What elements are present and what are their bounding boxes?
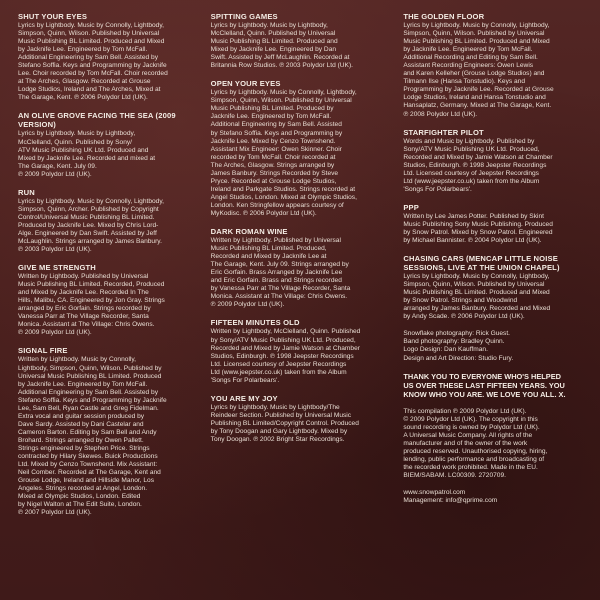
track-credit bbox=[403, 203, 586, 245]
track-title: YOU ARE MY JOY bbox=[210, 393, 278, 403]
track-credits-text: Words and Music by Lightbody. Published by Sony/ATV Music Publishing UK Ltd. Produced, Recorded and Mixed by Jamie Watson at Chamber Studios, Edinburgh. ℗ 1998 Jeepster Recordings Ltd. Licensed courtesy of Jeepster Recordings Ltd (www.jeepster.co.uk) taken from the Album 'Songs For Polarbears'. bbox=[403, 137, 553, 193]
track-credits-text: Lyrics by Lightbody. Music by Lightbody, McClelland, Quinn. Published by Sony/ ATV Music Publishing UK Ltd. Produced and Mixed by Jacknife Lee. Recorded and mixed at The Garage, Kent. July 09. ℗ 2009 Polydor Ltd (UK). bbox=[18, 130, 156, 178]
track-credits-text: Lyrics by Lightbody. Music by Lightbody/The Reindeer Section. Published by Universal Music Publishing BL Limited/Copyright Control. Produced by Tony Doogan and Gary Lightbody. Mixed by Tony Doogan. ℗ 2002 Bright Star Recordings. bbox=[210, 403, 359, 443]
track-credit bbox=[403, 128, 586, 194]
management-contact[interactable]: Management: info@qprime.com bbox=[403, 497, 498, 505]
artwork-credits bbox=[403, 330, 586, 362]
track-credit bbox=[211, 227, 392, 309]
track-title: THE GOLDEN FLOOR bbox=[403, 12, 485, 21]
website-link[interactable]: www.snowpatrol.com bbox=[403, 488, 466, 496]
copyright-notice: This compilation ℗ 2009 Polydor Ltd (UK). © 2009 Polydor Ltd (UK). The copyright in this sound recording is owned by Polydor Ltd (UK). A Universal Music Company. All rights of the manufacturer and of the owner of the work produced reserved. Unauthorised copying, hiring, lending, public performance and broadcasting of the recorded work prohibited. Made in the EU. BIEM/SABAM. LC00309. 2720709. bbox=[403, 407, 548, 479]
track-credit bbox=[18, 346, 199, 517]
track-title: OPEN YOUR EYES bbox=[210, 79, 281, 89]
thanks-message: THANK YOU TO EVERYONE WHO'S HELPED US OVER THESE LAST FIFTEEN YEARS. YOU KNOW WHO YOU ARE. WE LOVE YOU ALL. X. bbox=[403, 371, 566, 399]
track-credits-text: Lyrics by Lightbody. Music by Lightbody, McClelland, Quinn. Published by Universal Music Publishing BL Limited. Produced and Mixed by Jacknife Lee. Engineered by Dan Swift. Assisted by Jeff McLaughlin. Recorded at Britannia Row Studios. ℗ 2003 Polydor Ltd (UK). bbox=[210, 22, 353, 70]
track-credits-text: Lyrics by Lightbody. Music by Connolly, Lightbody, Simpson, Quinn, Wilson. Published by Universal Music Publishing BL Limited. Produced and Mixed by Snow Patrol. Strings and Woodwind arranged by James Banbury. Recorded and Mixed by Andy Scade. ℗ 2006 Polydor Ltd (UK). bbox=[403, 273, 551, 321]
track-title: RUN bbox=[18, 187, 35, 197]
track-credit bbox=[211, 318, 392, 384]
track-credits-text: Lyrics by Lightbody. Music by Connolly, Lightbody, Simpson, Quinn, Archer. Published by Copyright Control/Universal Music Publishing BL Limited. Produced by Jacknife Lee. Mixed by Chris Lord- Alge. Engineered by Dan Swift. Assisted by Jeff McLaughlin. Strings arranged by James Banbury. ℗ 2003 Polydor Ltd (UK). bbox=[18, 197, 164, 254]
column-left bbox=[18, 12, 199, 594]
track-credit bbox=[211, 79, 392, 218]
track-credit bbox=[18, 12, 199, 102]
track-credit bbox=[211, 12, 392, 70]
track-credit bbox=[403, 12, 586, 119]
track-credit bbox=[18, 188, 199, 254]
track-credits-text: Lyrics by Lightbody. Music by Connolly, Lightbody, Simpson, Quinn, Wilson. Published by Universal Music Publishing BL Limited. Produced by Jacknife Lee. Engineered by Tom McFall. Additional Engineering by Sam Bell. Assisted by Stefano Soffia. Keys and Programming by Jacknife Lee. Mixed by Cenzo Townshend. Assistant Mix Engineer: Owen Skinner. Choir recorded by Tom McFall. Choir recorded at The Arches, Glasgow. Strings arranged by James Banbury. Strings Recorded by Steve Pryce. Recorded at Grouse Lodge Studios, Ireland and Parkgate Studios. Strings recorded at Angel Studios, London. Mixed at Olympic Studios, London. Ken Stringfellow appears courtesy of MyKodisc. ℗ 2006 Polydor Ltd (UK). bbox=[210, 89, 357, 217]
track-title: SHUT YOUR EYES bbox=[18, 12, 88, 21]
track-title: DARK ROMAN WINE bbox=[210, 227, 288, 237]
track-credits-text: Written by Lightbody. Published by Universal Music Publishing BL Limited. Produced, Recorded and Mixed by Jacknife Lee at The Garage, Kent. July 09. Strings arranged by Eric Gorfain. Brass Arranged by Jacknife Lee and Eric Gorfain. Brass and Strings recorded by Vanessa Parr at The Village Recorder, Santa Monica. Assistant at The Village: Chris Owens. ℗ 2009 Polydor Ltd (UK). bbox=[210, 237, 351, 309]
track-title: CHASING CARS (MENCAP LITTLE NOISE SESSIONS, LIVE AT THE UNION CHAPEL) bbox=[403, 254, 560, 273]
track-credit bbox=[18, 263, 199, 337]
track-credits-text: Written by Lightbody. Published by Universal Music Publishing BL Limited. Recorded, Produced and Mixed by Jacknife Lee. Recorded In The Hills, Malibu, CA. Engineered by Jon Gray. Strings arranged by Eric Gorfain. Strings recorded by Vanessa Parr at The Village Recorder, Santa Monica. Assistant at The Village: Chris Owens. ℗ 2009 Polydor Ltd (UK). bbox=[18, 273, 165, 337]
track-title: FIFTEEN MINUTES OLD bbox=[210, 318, 300, 328]
column-right bbox=[403, 12, 586, 594]
track-title: STARFIGHTER PILOT bbox=[403, 127, 484, 137]
track-credits-text: Written by Lightbody. Music by Connolly, Lightbody, Simpson, Quinn, Wilson. Published by Universal Music Publishing BL Limited. Produced by Jacknife Lee. Engineered by Tom McFall. Additional Engineering by Sam Bell. Assisted by Stefano Soffia. Keys and Programming by Jacknife Lee, Sam Bell, Ryan Castle and Greg Fidelman. Extra vocal and guitar session produced by Dave Sardy. Assisted by Dani Castelar and Cameron Barton. Editing by Sam Bell and Andy Brohard. Strings arranged by Owen Pallett. Strings engineered by Stephen Price. Strings contracted by Hilary Skewes. Buick Productions Ltd. Mixed by Cenzo Townshend. Mix Assistant: Neil Comber. Recorded at The Garage, Kent and Grouse Lodge, Ireland and Hillside Manor, Los Angeles. Strings recorded at Angel, London. Mixed at Olympic Studios, London. Edited by Nigel Walton at The Edit Suite, London. ℗ 2007 Polydor Ltd (UK). bbox=[18, 356, 167, 517]
credits-columns bbox=[18, 12, 586, 594]
track-credit bbox=[403, 254, 586, 321]
artwork-credits-text: Snowflake photography: Rick Guest. Band photography: Bradley Quinn. Logo Design: Dan Kauffman. Design and Art Direction: Studio Fury. bbox=[403, 330, 514, 362]
track-credits-text: Lyrics by Lightbody. Music by Connolly, Lightbody, Simpson, Quinn, Wilson. Published by Universal Music Publishing BL Limited. Produced and Mixed by Jacknife Lee. Engineered by Tom McFall. Additional Engineering by Sam Bell. Assisted by Stefano Soffia. Keys and Programming by Jacknife Lee. Choir recorded by Tom McFall. Choir recorded at The Arches, Glasgow. Recorded at Grouse Lodge Studios, Ireland and The Arches, Mixed at The Garage, Kent. ℗ 2006 Polydor Ltd (UK). bbox=[18, 22, 168, 102]
track-credit bbox=[211, 394, 392, 444]
track-title: PPP bbox=[403, 202, 419, 212]
track-title: AN OLIVE GROVE FACING THE SEA (2009 VERSION) bbox=[18, 111, 176, 130]
track-credits-text: Written by Lightbody, McClelland, Quinn. Published by Sony/ATV Music Publishing UK Ltd. Produced, Recorded and Mixed by Jamie Watson at Chamber Studios, Edinburgh. ℗ 1998 Jeepster Recordings Ltd. Licensed courtesy of Jeepster Recordings Ltd (www.jeepster.co.uk) taken from the Album 'Songs For Polarbears'. bbox=[210, 328, 361, 384]
track-credit bbox=[18, 111, 199, 178]
track-credits-text: Lyrics by Lightbody. Music by Connolly, Lightbody, Simpson, Quinn, Wilson. Published by Universal Music Publishing BL Limited. Produced and Mixed by Jacknife Lee. Engineered by Tom McFall. Additional Recording and Editing by Sam Bell. Assistant Recording Engineers: Owen Lewis and Karen Kelleher (Grouse Lodge Studios) and Tilmann Ilse (Hansa Tonstudio). Keys and Programming by Jacknife Lee. Recorded at Grouse Lodge Studios, Ireland and Hansa Tonstudio and Hansaplatz, Germany. Mixed at The Garage, Kent. ℗ 2008 Polydor Ltd (UK). bbox=[403, 22, 554, 118]
track-credits-text: Written by Lee James Potter. Published by Skint Music Publishing Sony Music Publishing. Produced by Snow Patrol. Mixed by Snow Patrol. Engineered by Michael Bannister. ℗ 2004 Polydor Ltd (UK). bbox=[403, 212, 553, 245]
track-title: GIVE ME STRENGTH bbox=[18, 263, 96, 273]
column-middle bbox=[211, 12, 392, 594]
track-title: SPITTING GAMES bbox=[210, 12, 278, 21]
track-title: SIGNAL FIRE bbox=[18, 346, 68, 356]
